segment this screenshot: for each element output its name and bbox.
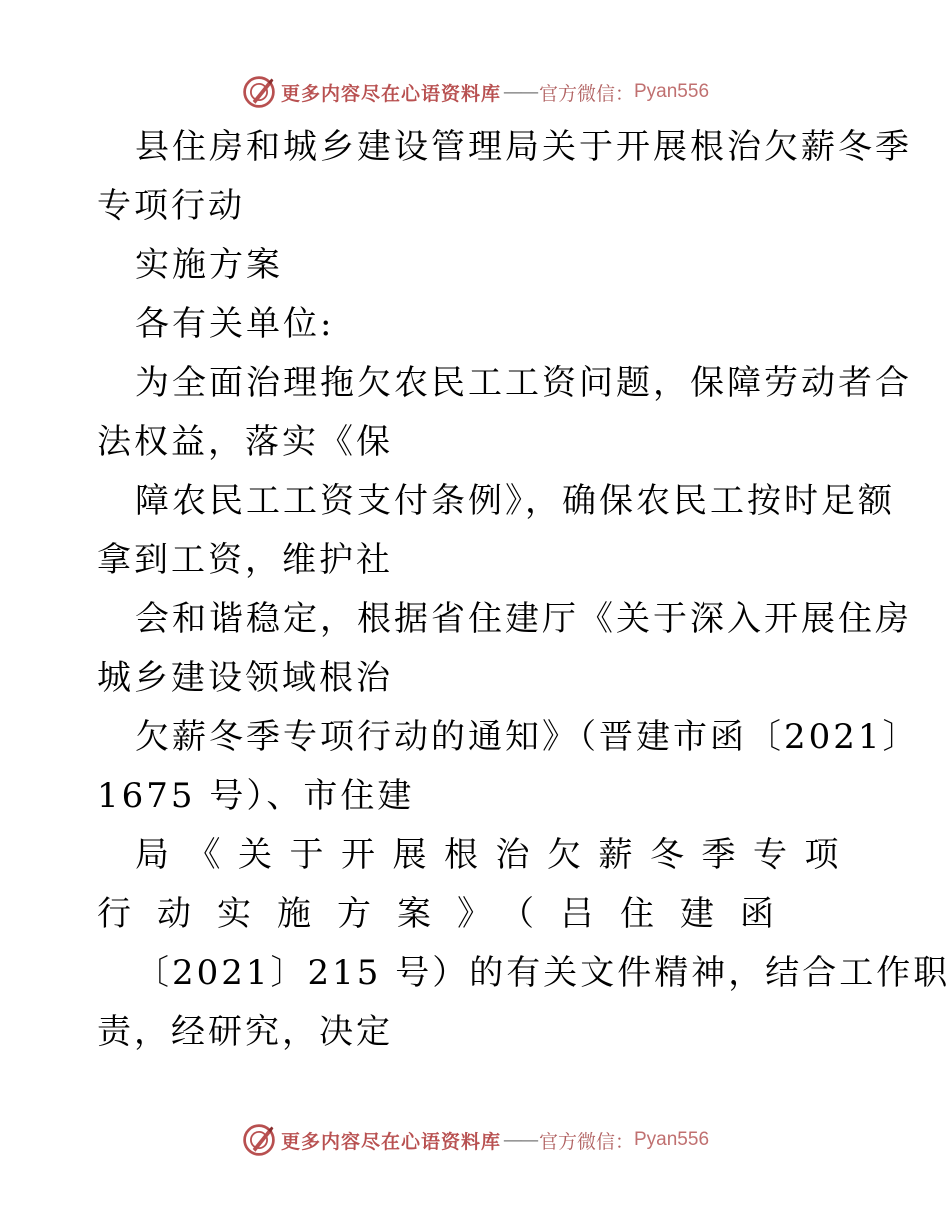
title-line-2: 专项行动 [97,186,245,226]
body-line: 〔2021〕215 号）的有关文件精神，结合工作职 [135,953,950,993]
brand-logo-icon [241,74,277,110]
wechat-label: 官方微信： [538,1130,634,1153]
brand-logo-icon [241,1122,277,1158]
body-line: 行动实施方案》（吕住建函 [97,894,800,934]
wechat-label: 官方微信： [538,82,634,105]
body-line: 会和谐稳定，根据省住建厅《关于深入开展住房 [135,599,912,639]
footer-banner [0,1118,950,1162]
body-line: 障农民工工资支付条例》，确保农民工按时足额 [135,481,895,521]
body-line: 拿到工资，维护社 [97,540,393,580]
body-line: 法权益，落实《保 [97,422,393,462]
subtitle-line: 实施方案 [135,245,283,285]
salutation-line: 各有关单位: [135,304,335,344]
body-line: 欠薪冬季专项行动的通知》（晋建市函〔2021〕 [135,717,920,757]
title-line-1: 县住房和城乡建设管理局关于开展根治欠薪冬季 [135,127,912,167]
site-name: 更多内容尽在心语资料库 [280,82,501,105]
body-line: 为全面治理拖欠农民工工资问题，保障劳动者合 [135,363,912,403]
banner-separator: —— [502,1129,537,1151]
header-banner [0,70,950,114]
document-body [97,118,950,1062]
wechat-id: Pyan556 [634,1129,710,1150]
body-line: 责，经研究，决定 [97,1012,393,1052]
body-line: 局《关于开展根治欠薪冬季专项 [135,835,856,875]
body-line: 城乡建设领域根治 [97,658,393,698]
body-line: 1675 号）、市住建 [97,776,415,816]
site-name: 更多内容尽在心语资料库 [280,1130,501,1153]
wechat-id: Pyan556 [634,81,710,102]
banner-separator: —— [502,81,537,103]
